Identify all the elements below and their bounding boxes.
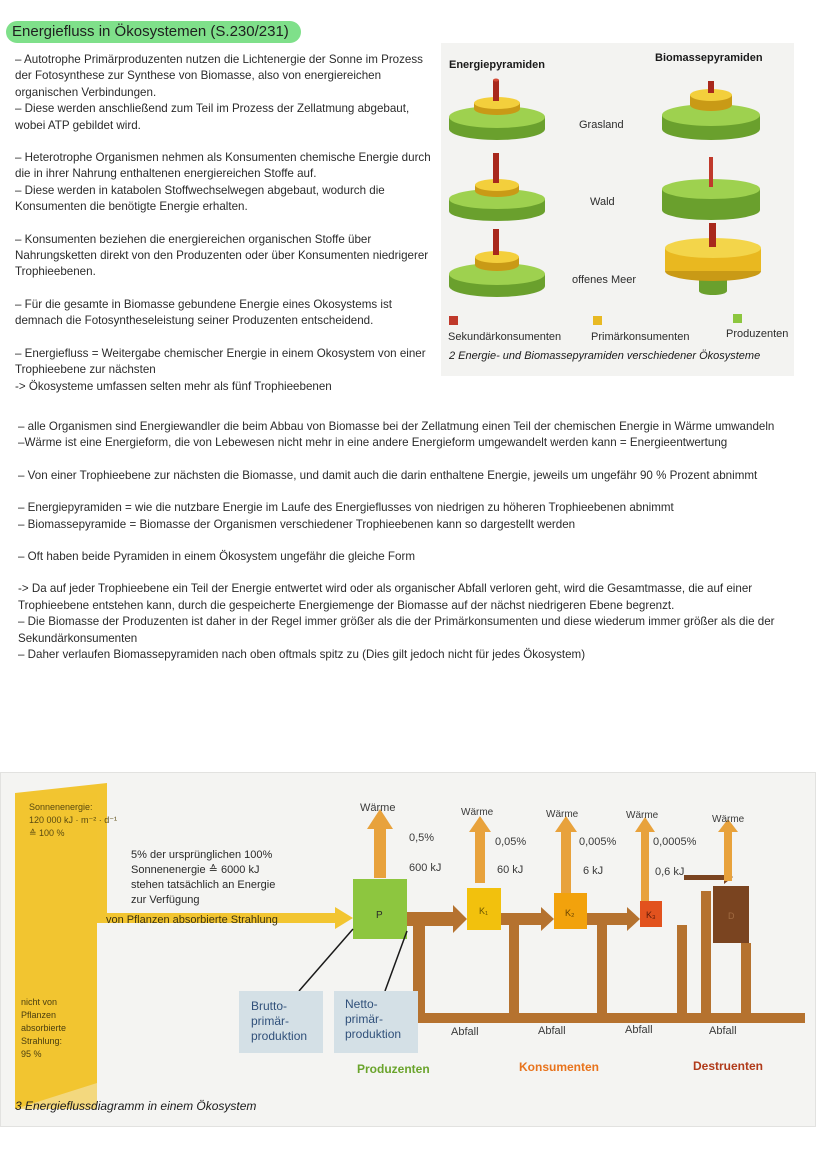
heat-label-k1: Wärme — [461, 807, 494, 818]
energy-p: 600 kJ — [409, 862, 442, 874]
ecosystem-label-grasland: Grasland — [579, 119, 624, 131]
netto-line1: Netto- — [345, 997, 378, 1011]
netto-line3: produktion — [345, 1027, 402, 1041]
note-wide-spacer — [18, 452, 818, 468]
note-left-line: – Diese werden anschließend zum Teil im Prozess der Zellatmung abgebaut, wobei ATP gebildet wird. — [15, 102, 410, 132]
note-wide-spacer — [18, 533, 818, 549]
note-left-line: – Für die gesamte in Biomasse gebundene Energie eines Okosystems ist demnach die Fotosyntheseleistung seiner Produzenten entscheidend. — [15, 297, 392, 328]
note-left-spacer — [15, 134, 440, 150]
ecosystem-label-wald: Wald — [590, 196, 615, 208]
heat-label-k2: Wärme — [546, 809, 579, 820]
note-left-line: – Konsumenten beziehen die energiereichen organischen Stoffe über Nahrungsketten direkt von den Produzenten oder über Konsumenten niedrigerer Trophieebenen. — [15, 232, 429, 279]
sun-label-line1: Sonnenenergie: — [29, 802, 93, 812]
not-absorbed-line1: nicht von — [21, 997, 58, 1007]
page-title: Energiefluss in Ökosystemen (S.230/231) — [6, 21, 301, 43]
notes-wide — [18, 419, 818, 663]
percent-p: 0,5% — [409, 832, 435, 844]
biomass-pyramid-grasland — [662, 81, 760, 140]
note-wide-line: – alle Organismen sind Energiewandler die beim Abbau von Biomasse bei der Zellatmung einen Teil der chemischen Energie in Wärme umwandeln — [18, 420, 775, 433]
brutto-line2: primär- — [251, 1014, 289, 1028]
note-wide-line: – Daher verlaufen Biomassepyramiden nach oben oftmals spitz zu (Dies gilt jedoch nicht für jedes Ökosystem) — [18, 648, 586, 662]
energy-k1: 60 kJ — [497, 864, 524, 876]
energy-pyramid-grasland — [449, 79, 545, 141]
percent-k3: 0,0005% — [653, 836, 697, 848]
box-label-k1: K₁ — [479, 906, 489, 916]
ecosystem-label-meer: offenes Meer — [572, 274, 637, 286]
note-wide-line: –Wärme ist eine Energieform, die von Lebewesen nicht mehr in eine andere Energieform umgewandelt werden kann = Energieentwertung — [18, 436, 728, 450]
note-line4: zur Verfügung — [131, 894, 200, 906]
group-consumers: Konsumenten — [519, 1060, 600, 1074]
notes-left — [15, 52, 440, 395]
energy-k3: 0,6 kJ — [655, 866, 685, 878]
note-wide-spacer — [18, 565, 818, 581]
box-label-k2: K₂ — [565, 908, 575, 918]
legend-primary: Primärkonsumenten — [591, 331, 690, 343]
note-wide-line: -> Da auf jeder Trophieebene ein Teil der Energie entwertet wird oder als organischer Abfall verloren geht, wird die Gesamtmasse, die auf einer Trophieebene entstehen kann, durch die gespeicherte Energiemenge der Biomasse auf der nächst niedrigeren Ebene begrenzt. — [18, 582, 753, 612]
not-absorbed-line3: absorbierte — [21, 1023, 67, 1033]
box-label-p: P — [376, 910, 383, 921]
legend-producer: Produzenten — [726, 328, 789, 340]
legend-secondary: Sekundärkonsumenten — [448, 331, 562, 343]
heat-label-p: Wärme — [360, 802, 396, 814]
waste-label-4: Abfall — [709, 1025, 737, 1037]
note-left-line: – Autotrophe Primärproduzenten nutzen die Lichtenergie der Sonne im Prozess der Fotosynthese zur Synthese von Biomasse, also von energiereichen organischen Verbindungen. — [15, 53, 423, 99]
legend-swatch-secondary — [449, 316, 458, 325]
note-left-line: – Energiefluss = Weitergabe chemischer Energie in einem Okosystem von einer Trophieebene zur nächsten — [15, 346, 426, 377]
sun-label-line2: 120 000 kJ · m⁻² · d⁻¹ — [29, 815, 118, 825]
note-wide-line: – Oft haben beide Pyramiden in einem Ökosystem ungefähr die gleiche Form — [18, 550, 415, 564]
brutto-line1: Brutto- — [251, 999, 288, 1013]
sun-label-line3: ≙ 100 % — [29, 828, 65, 838]
note-line2: Sonnenenergie ≙ 6000 kJ — [131, 864, 260, 876]
note-left-spacer — [15, 330, 440, 346]
pyramid-figure — [441, 43, 794, 376]
pyramid-caption: 2 Energie- und Biomassepyramiden verschiedener Ökosysteme — [449, 350, 761, 362]
energy-pyramid-meer — [449, 229, 545, 297]
flow-caption: 3 Energieflussdiagramm in einem Ökosystem — [15, 1099, 257, 1113]
note-line1: 5% der ursprünglichen 100% — [131, 849, 273, 861]
note-wide-line: – Von einer Trophieebene zur nächsten die Biomasse, und damit auch die darin enthaltene Energie, jeweils um ungefähr 90 % Prozent abnimmt — [18, 468, 758, 482]
heat-arrows — [367, 809, 738, 901]
note-left-spacer — [15, 216, 440, 232]
legend-swatch-producer — [733, 314, 742, 323]
biomass-pyramid-wald — [662, 157, 760, 220]
brutto-line3: produktion — [251, 1029, 308, 1043]
percent-k1: 0,05% — [495, 836, 527, 848]
not-absorbed-line5: 95 % — [21, 1049, 42, 1059]
waste-label-3: Abfall — [625, 1024, 653, 1036]
note-left-line: – Diese werden in katabolen Stoffwechselwegen abgebaut, wodurch die Konsumenten die benötigte Energie erhalten. — [15, 183, 385, 214]
heat-label-k3: Wärme — [626, 810, 659, 821]
note-left-spacer — [15, 281, 440, 297]
sun-energy-band — [15, 783, 353, 1109]
note-wide-line: – Biomassepyramide = Biomasse der Organismen verschiedener Trophieebenen kann so dargestellt werden — [18, 517, 576, 531]
box-label-d: D — [728, 911, 735, 921]
note-wide-spacer — [18, 484, 818, 500]
note-left-line: – Heterotrophe Organismen nehmen als Konsumenten chemische Energie durch die in ihrer Nahrung enthaltenen energiereichen Stoffe auf. — [15, 151, 431, 181]
group-producers: Produzenten — [357, 1062, 430, 1076]
waste-label-1: Abfall — [451, 1026, 479, 1038]
energy-flow-figure — [0, 772, 816, 1127]
absorbed-label: von Pflanzen absorbierte Strahlung — [106, 914, 278, 926]
note-line3: stehen tatsächlich an Energie — [131, 879, 276, 891]
percent-k2: 0,005% — [579, 836, 617, 848]
energy-pyramid-heading: Energiepyramiden — [449, 59, 545, 71]
waste-label-2: Abfall — [538, 1025, 566, 1037]
netto-line2: primär- — [345, 1012, 383, 1026]
box-producer — [353, 879, 407, 939]
biomass-pyramid-heading: Biomassepyramiden — [655, 52, 763, 64]
biomass-pyramid-meer — [665, 223, 761, 295]
energy-pyramid-wald — [449, 153, 545, 221]
note-wide-line: – Energiepyramiden = wie die nutzbare Energie im Laufe des Energieflusses von niedrigen zu höheren Trophieebenen abnimmt — [18, 501, 674, 515]
note-wide-line: – Die Biomasse der Produzenten ist daher in der Regel immer größer als die der Primärkonsumenten und diese wiederum immer größer als die der Sekundärkonsumenten — [18, 615, 775, 645]
heat-label-d: Wärme — [712, 814, 745, 825]
not-absorbed-line4: Strahlung: — [21, 1036, 63, 1046]
note-left-line: -> Ökosysteme umfassen selten mehr als fünf Trophieebenen — [15, 379, 332, 393]
legend-swatch-primary — [593, 316, 602, 325]
energy-k2: 6 kJ — [583, 865, 604, 877]
not-absorbed-line2: Pflanzen — [21, 1010, 57, 1020]
box-label-k3: K₃ — [646, 910, 656, 920]
group-decomposers: Destruenten — [693, 1059, 764, 1073]
